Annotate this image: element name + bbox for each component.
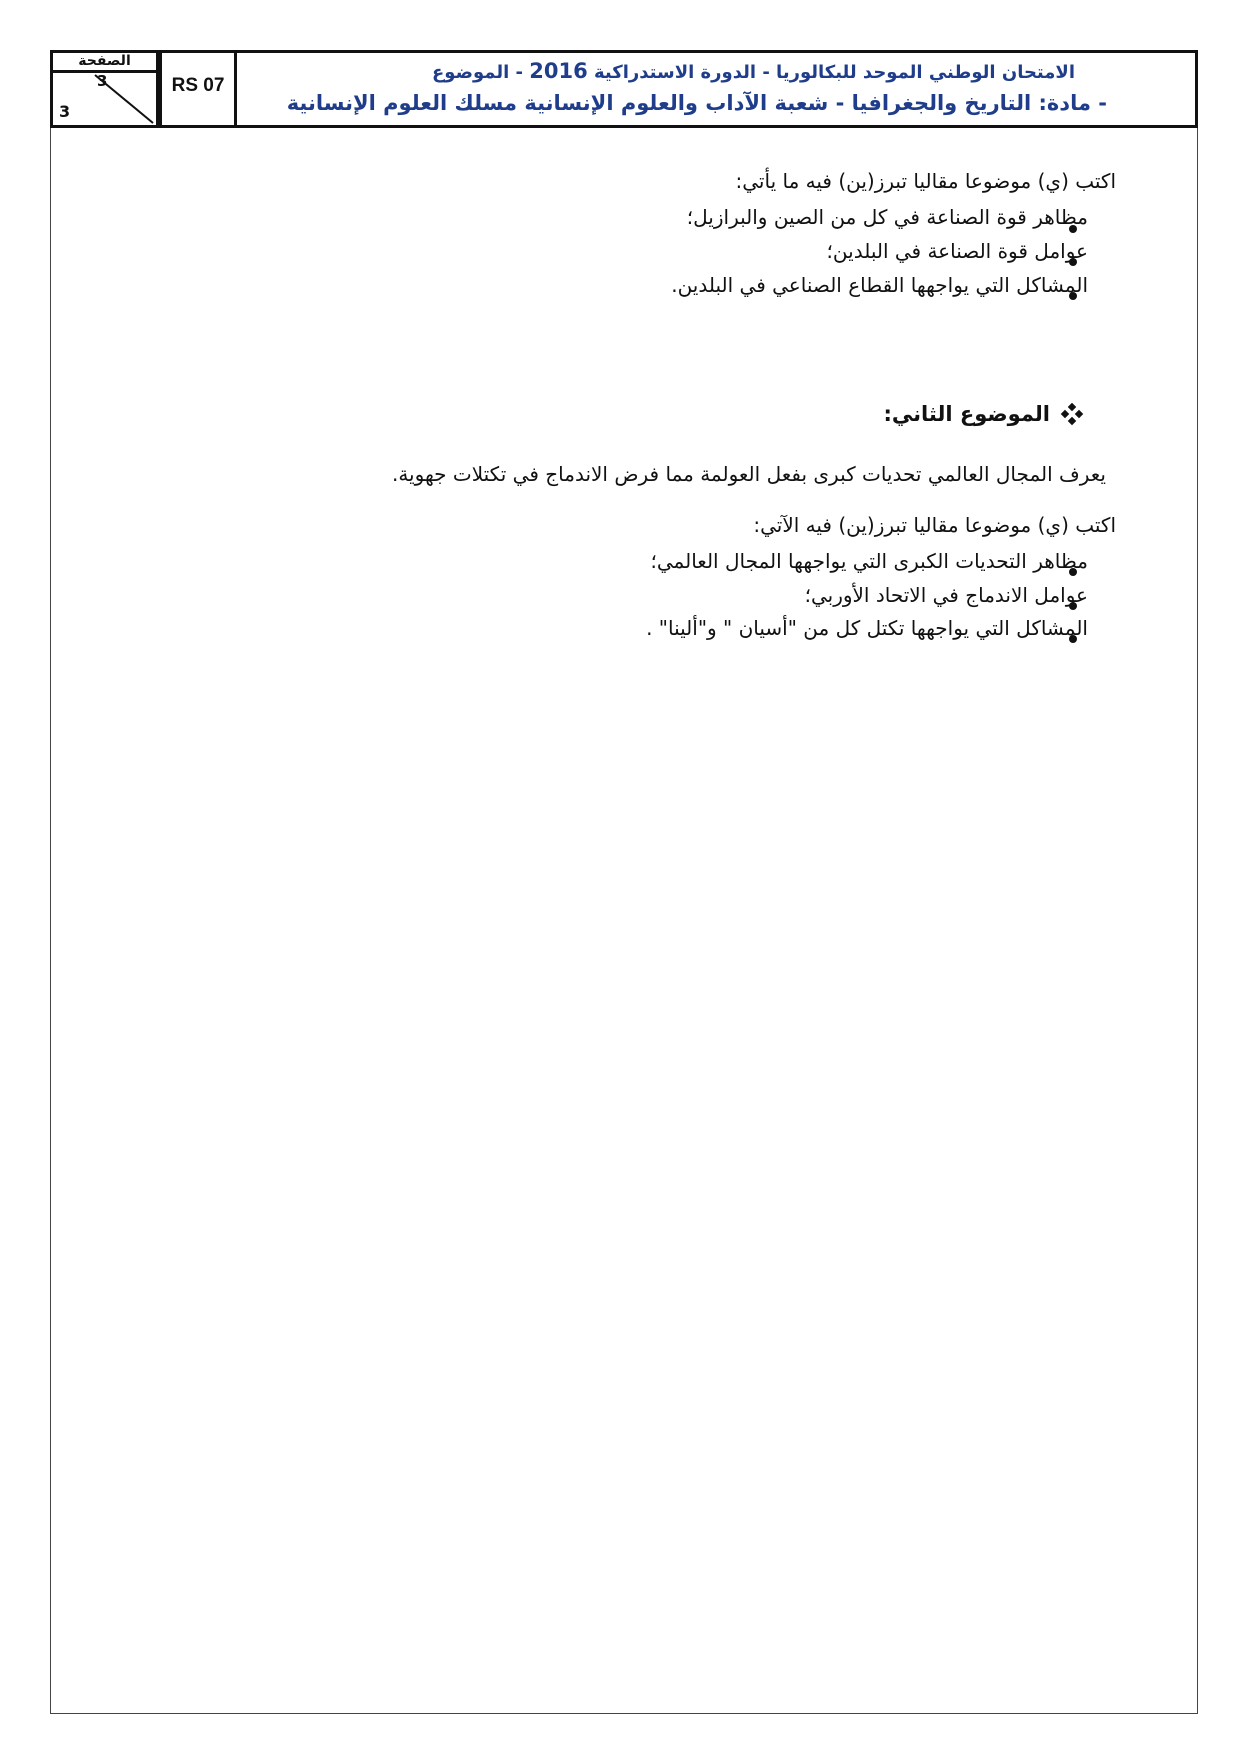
page-label: الصفحة <box>53 53 156 73</box>
topic1-item-2: عوامل قوة الصناعة في البلدين؛ <box>826 239 1088 263</box>
topic2-heading: الموضوع الثاني: <box>883 402 1050 426</box>
exam-title <box>237 53 1195 125</box>
exam-title-line1 <box>432 59 1075 83</box>
topic1-item-3: المشاكل التي يواجهها القطاع الصناعي في البلدين. <box>671 273 1088 297</box>
exam-year: 2016 <box>529 59 588 83</box>
topic2-item-1: مظاهر التحديات الكبرى التي يواجهها المجال العالمي؛ <box>650 549 1088 573</box>
title-part1: الامتحان الوطني الموحد للبكالوريا - الدورة الاستدراكية <box>587 62 1075 83</box>
exam-code: RS 07 <box>159 53 237 125</box>
exam-header <box>50 50 1198 128</box>
topic2-statement: يعرف المجال العالمي تحديات كبرى بفعل العولمة مما فرض الاندماج في تكتلات جهوية. <box>391 462 1106 486</box>
topic2-item-2: عوامل الاندماج في الاتحاد الأوربي؛ <box>804 583 1088 607</box>
topic2-instruction: اكتب (ي) موضوعا مقاليا تبرز(ين) فيه الآتي: <box>753 513 1116 537</box>
topic2-item-3: المشاكل التي يواجهها تكتل كل من "أسيان " و"ألينا" . <box>646 616 1088 640</box>
topic1-instruction: اكتب (ي) موضوعا مقاليا تبرز(ين) فيه ما يأتي: <box>735 169 1116 193</box>
page-total: 3 <box>59 102 71 121</box>
title-part2: - الموضوع <box>432 62 530 83</box>
page-frame <box>50 50 1198 1714</box>
page-number-box <box>53 53 159 125</box>
page-number: 3 <box>97 72 108 90</box>
exam-title-line2: - مادة: التاريخ والجغرافيا - شعبة الآداب والعلوم الإنسانية مسلك العلوم الإنسانية <box>286 91 1107 115</box>
diamond-bullet-icon <box>1062 404 1082 424</box>
topic1-item-1: مظاهر قوة الصناعة في كل من الصين والبرازيل؛ <box>686 205 1088 229</box>
